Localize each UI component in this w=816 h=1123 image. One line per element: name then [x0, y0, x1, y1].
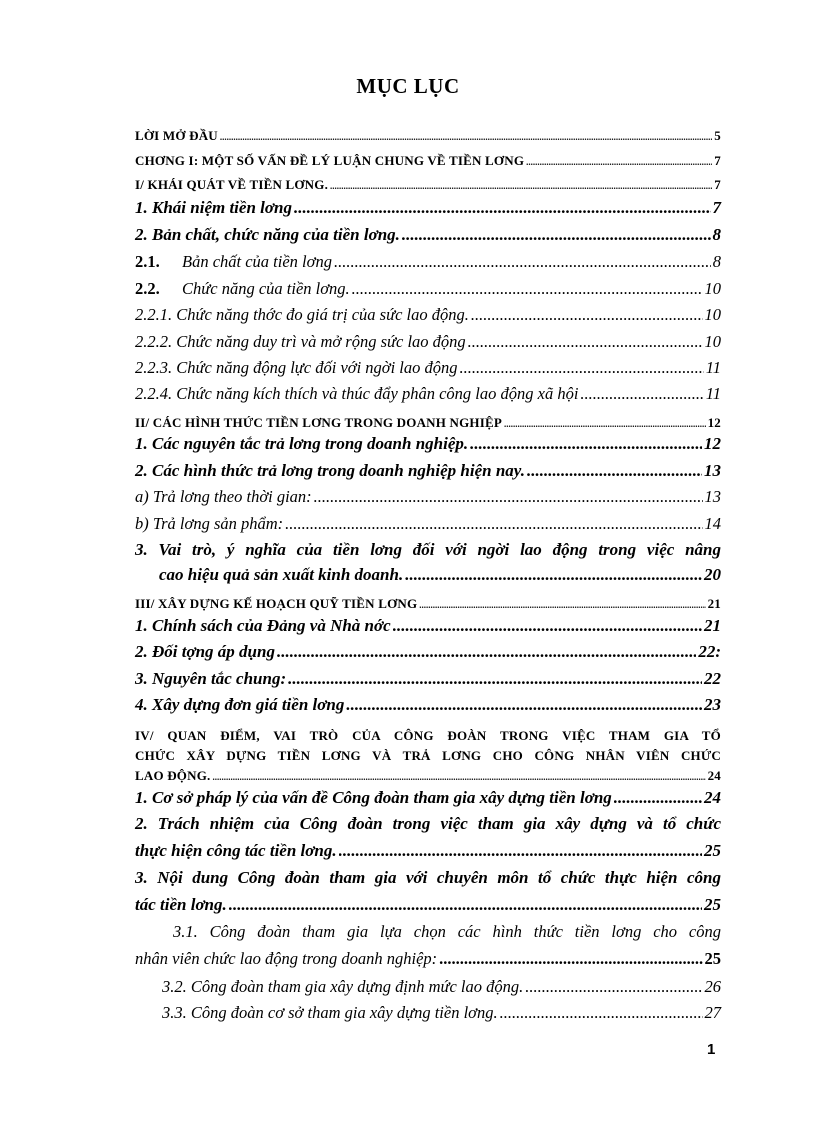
toc-entry-title: III/ XÂY DỰNG KẾ HOẠCH QUỸ TIỀN LƠNG — [135, 596, 418, 611]
toc-entry[interactable] — [135, 461, 721, 481]
toc-entry[interactable] — [135, 868, 721, 915]
dot-leader — [352, 279, 703, 299]
toc-entry-title: 3.2. Công đoàn tham gia xây dựng định mức lao động. — [162, 977, 524, 996]
toc-entry-title: 3. Vai trò, ý nghĩa của tiền lơng đối với ngời lao động trong việc nâng — [135, 540, 721, 559]
toc-entry[interactable] — [135, 726, 721, 787]
toc-entry-page: 21 — [704, 616, 721, 635]
toc-entry[interactable] — [135, 540, 721, 585]
toc-entry-title: IV/ QUAN ĐIỂM, VAI TRÒ CỦA CÔNG ĐOÀN TRONG VIỆC THAM GIA TỔ — [135, 728, 721, 743]
toc-entry[interactable] — [135, 332, 721, 352]
toc-entry-page: 24 — [707, 768, 721, 783]
toc-entry-page: 8 — [712, 252, 721, 271]
toc-entry-page: 8 — [712, 225, 721, 244]
toc-entry[interactable] — [135, 788, 721, 808]
dot-leader — [525, 977, 702, 997]
toc-entry-number: 2.1. — [135, 252, 160, 271]
toc-entry[interactable] — [135, 596, 721, 612]
toc-entry-page: 12 — [707, 415, 721, 430]
toc-entry[interactable] — [135, 922, 721, 969]
dot-leader — [229, 895, 702, 915]
dot-leader — [419, 596, 705, 612]
toc-entry[interactable] — [135, 1003, 721, 1023]
toc-entry[interactable] — [135, 128, 721, 144]
toc-entry-title: 3.1. Công đoàn tham gia lựa chọn các hình thức tiền lơng cho công — [173, 922, 721, 941]
toc-entry-title-continued: tác tiền lơng. — [135, 895, 227, 914]
toc-entry[interactable] — [135, 814, 721, 861]
toc-entry-title: 2.2.3. Chức năng động lực đối với ngời lao động — [135, 358, 458, 377]
toc-entry-page: 11 — [705, 384, 721, 403]
toc-entry-page: 13 — [704, 487, 721, 506]
dot-leader — [500, 1003, 703, 1023]
dot-leader — [339, 841, 702, 861]
dot-leader — [614, 788, 702, 808]
toc-entry[interactable] — [135, 252, 721, 272]
toc-entry-title: LỜI MỞ ĐẦU — [135, 128, 218, 143]
toc-entry-title: 3. Nguyên tắc chung: — [135, 669, 287, 688]
toc-entry[interactable] — [135, 305, 721, 325]
toc-entry-title-continued: cao hiệu quả sản xuất kinh doanh. — [159, 565, 404, 584]
dot-leader — [526, 153, 712, 169]
toc-entry-page: 10 — [704, 305, 721, 324]
toc-entry-title: a) Trả lơng theo thời gian: — [135, 487, 312, 506]
toc-entry-title: 2.2.2. Chức năng duy trì và mở rộng sức lao động — [135, 332, 466, 351]
dot-leader — [402, 225, 711, 245]
dot-leader — [460, 358, 704, 378]
toc-entry-title: 2. Bản chất, chức năng của tiền lơng. — [135, 225, 400, 244]
toc-entry[interactable] — [135, 198, 721, 218]
dot-leader — [504, 415, 706, 431]
dot-leader — [314, 487, 703, 507]
toc-entry-page: 5 — [714, 128, 721, 143]
toc-entry-page: 14 — [704, 514, 721, 533]
toc-entry-page: 13 — [704, 461, 721, 480]
dot-leader — [393, 616, 702, 636]
toc-entry[interactable] — [135, 977, 721, 997]
dot-leader — [527, 461, 702, 481]
toc-entry[interactable] — [135, 415, 721, 431]
toc-entry-title: 2.2.1. Chức năng thớc đo giá trị của sức lao động. — [135, 305, 469, 324]
toc-entry-title: I/ KHÁI QUÁT VỀ TIỀN LƠNG. — [135, 177, 329, 192]
toc-entry-page: 10 — [704, 332, 721, 351]
toc-entry-title: II/ CÁC HÌNH THỨC TIỀN LƠNG TRONG DOANH NGHIỆP — [135, 415, 502, 430]
toc-entry-title-continued: nhân viên chức lao động trong doanh nghiệp: — [135, 949, 438, 968]
toc-entry-page: 10 — [704, 279, 721, 298]
toc-entry-title: 3. Nội dung Công đoàn tham gia với chuyên môn tổ chức thực hiện công — [135, 868, 721, 887]
toc-entry-title: 1. Cơ sở pháp lý của vấn đề Công đoàn tham gia xây dựng tiền lơng — [135, 788, 612, 807]
toc-entry-title: 2.2.4. Chức năng kích thích và thúc đẩy phân công lao động xã hội — [135, 384, 579, 403]
dot-leader — [470, 434, 702, 454]
toc-entry-title-continued: thực hiện công tác tiền lơng. — [135, 841, 337, 860]
dot-leader — [439, 949, 702, 969]
toc-entry-title: 1. Khái niệm tiền lơng — [135, 198, 292, 217]
toc-entry[interactable] — [135, 695, 721, 715]
toc-entry-page: 7 — [712, 198, 721, 217]
toc-entry-title: 1. Các nguyên tắc trả lơng trong doanh nghiệp. — [135, 434, 469, 453]
toc-entry-title-continued: CHỨC XÂY DỰNG TIỀN LƠNG VÀ TRẢ LƠNG CHO CÔNG NHÂN VIÊN CHỨC — [135, 748, 721, 763]
dot-leader — [212, 766, 705, 787]
toc-entry-page: 12 — [704, 434, 721, 453]
dot-leader — [471, 305, 703, 325]
toc-entry-page: 21 — [707, 596, 721, 611]
dot-leader — [346, 695, 702, 715]
page-title: MỤC LỤC — [356, 74, 460, 98]
toc-entry-title: 4. Xây dựng đơn giá tiền lơng — [135, 695, 345, 714]
dot-leader — [580, 384, 703, 404]
toc-entry-page: 22: — [698, 642, 721, 661]
toc-entry-title: CHƠNG I: MỘT SỐ VẤN ĐỀ LÝ LUẬN CHUNG VỀ TIỀN LƠNG — [135, 153, 525, 168]
dot-leader — [334, 252, 711, 272]
dot-leader — [330, 177, 712, 193]
dot-leader — [220, 128, 712, 144]
toc-entry[interactable] — [135, 669, 721, 689]
toc-entry-page: 25 — [704, 895, 721, 914]
toc-entry-title: Chức năng của tiền lơng. — [182, 279, 350, 298]
toc-entry[interactable] — [135, 616, 721, 636]
dot-leader — [405, 565, 702, 585]
toc-entry[interactable] — [135, 434, 721, 454]
toc-entry[interactable] — [135, 153, 721, 169]
toc-entry[interactable] — [135, 225, 721, 245]
toc-entry-page: 7 — [714, 177, 721, 192]
toc-entry[interactable] — [135, 177, 721, 193]
toc-entry-title: 3.3. Công đoàn cơ sở tham gia xây dựng tiền lơng. — [162, 1003, 498, 1022]
toc-entry-number: 2.2. — [135, 279, 160, 298]
toc-entry-page: 26 — [704, 977, 721, 996]
toc-entry-page: 7 — [714, 153, 721, 168]
dot-leader — [288, 669, 702, 689]
toc-entry[interactable] — [135, 279, 721, 299]
page-number: 1 — [707, 1041, 716, 1058]
toc-entry-title: 2. Đối tợng áp dụng — [135, 642, 275, 661]
toc-entry-page: 25 — [704, 841, 721, 860]
toc-entry-title: Bản chất của tiền lơng — [182, 252, 332, 271]
toc-entry-title: b) Trả lơng sản phẩm: — [135, 514, 284, 533]
toc-entry[interactable] — [135, 358, 721, 378]
dot-leader — [294, 198, 711, 218]
dot-leader — [285, 514, 702, 534]
toc-entry-page: 22 — [704, 669, 721, 688]
toc-entry-page: 11 — [705, 358, 721, 377]
dot-leader — [468, 332, 703, 352]
toc-entry[interactable] — [135, 514, 721, 534]
toc-entry[interactable] — [135, 487, 721, 507]
toc-entry-title-continued: LAO ĐỘNG. — [135, 768, 211, 783]
toc-entry-title: 2. Các hình thức trả lơng trong doanh nghiệp hiện nay. — [135, 461, 525, 480]
toc-entry-page: 20 — [704, 565, 721, 584]
toc-entry-page: 27 — [704, 1003, 721, 1022]
toc-entry-title: 1. Chính sách của Đảng và Nhà nớc — [135, 616, 391, 635]
toc-entry-page: 23 — [704, 695, 721, 714]
toc-entry-title: 2. Trách nhiệm của Công đoàn trong việc tham gia xây dựng và tổ chức — [135, 814, 721, 833]
toc-entry[interactable] — [135, 642, 721, 662]
toc-entry[interactable] — [135, 384, 721, 404]
toc-entry-page: 24 — [704, 788, 721, 807]
dot-leader — [277, 642, 696, 662]
toc-entry-page: 25 — [704, 949, 721, 968]
